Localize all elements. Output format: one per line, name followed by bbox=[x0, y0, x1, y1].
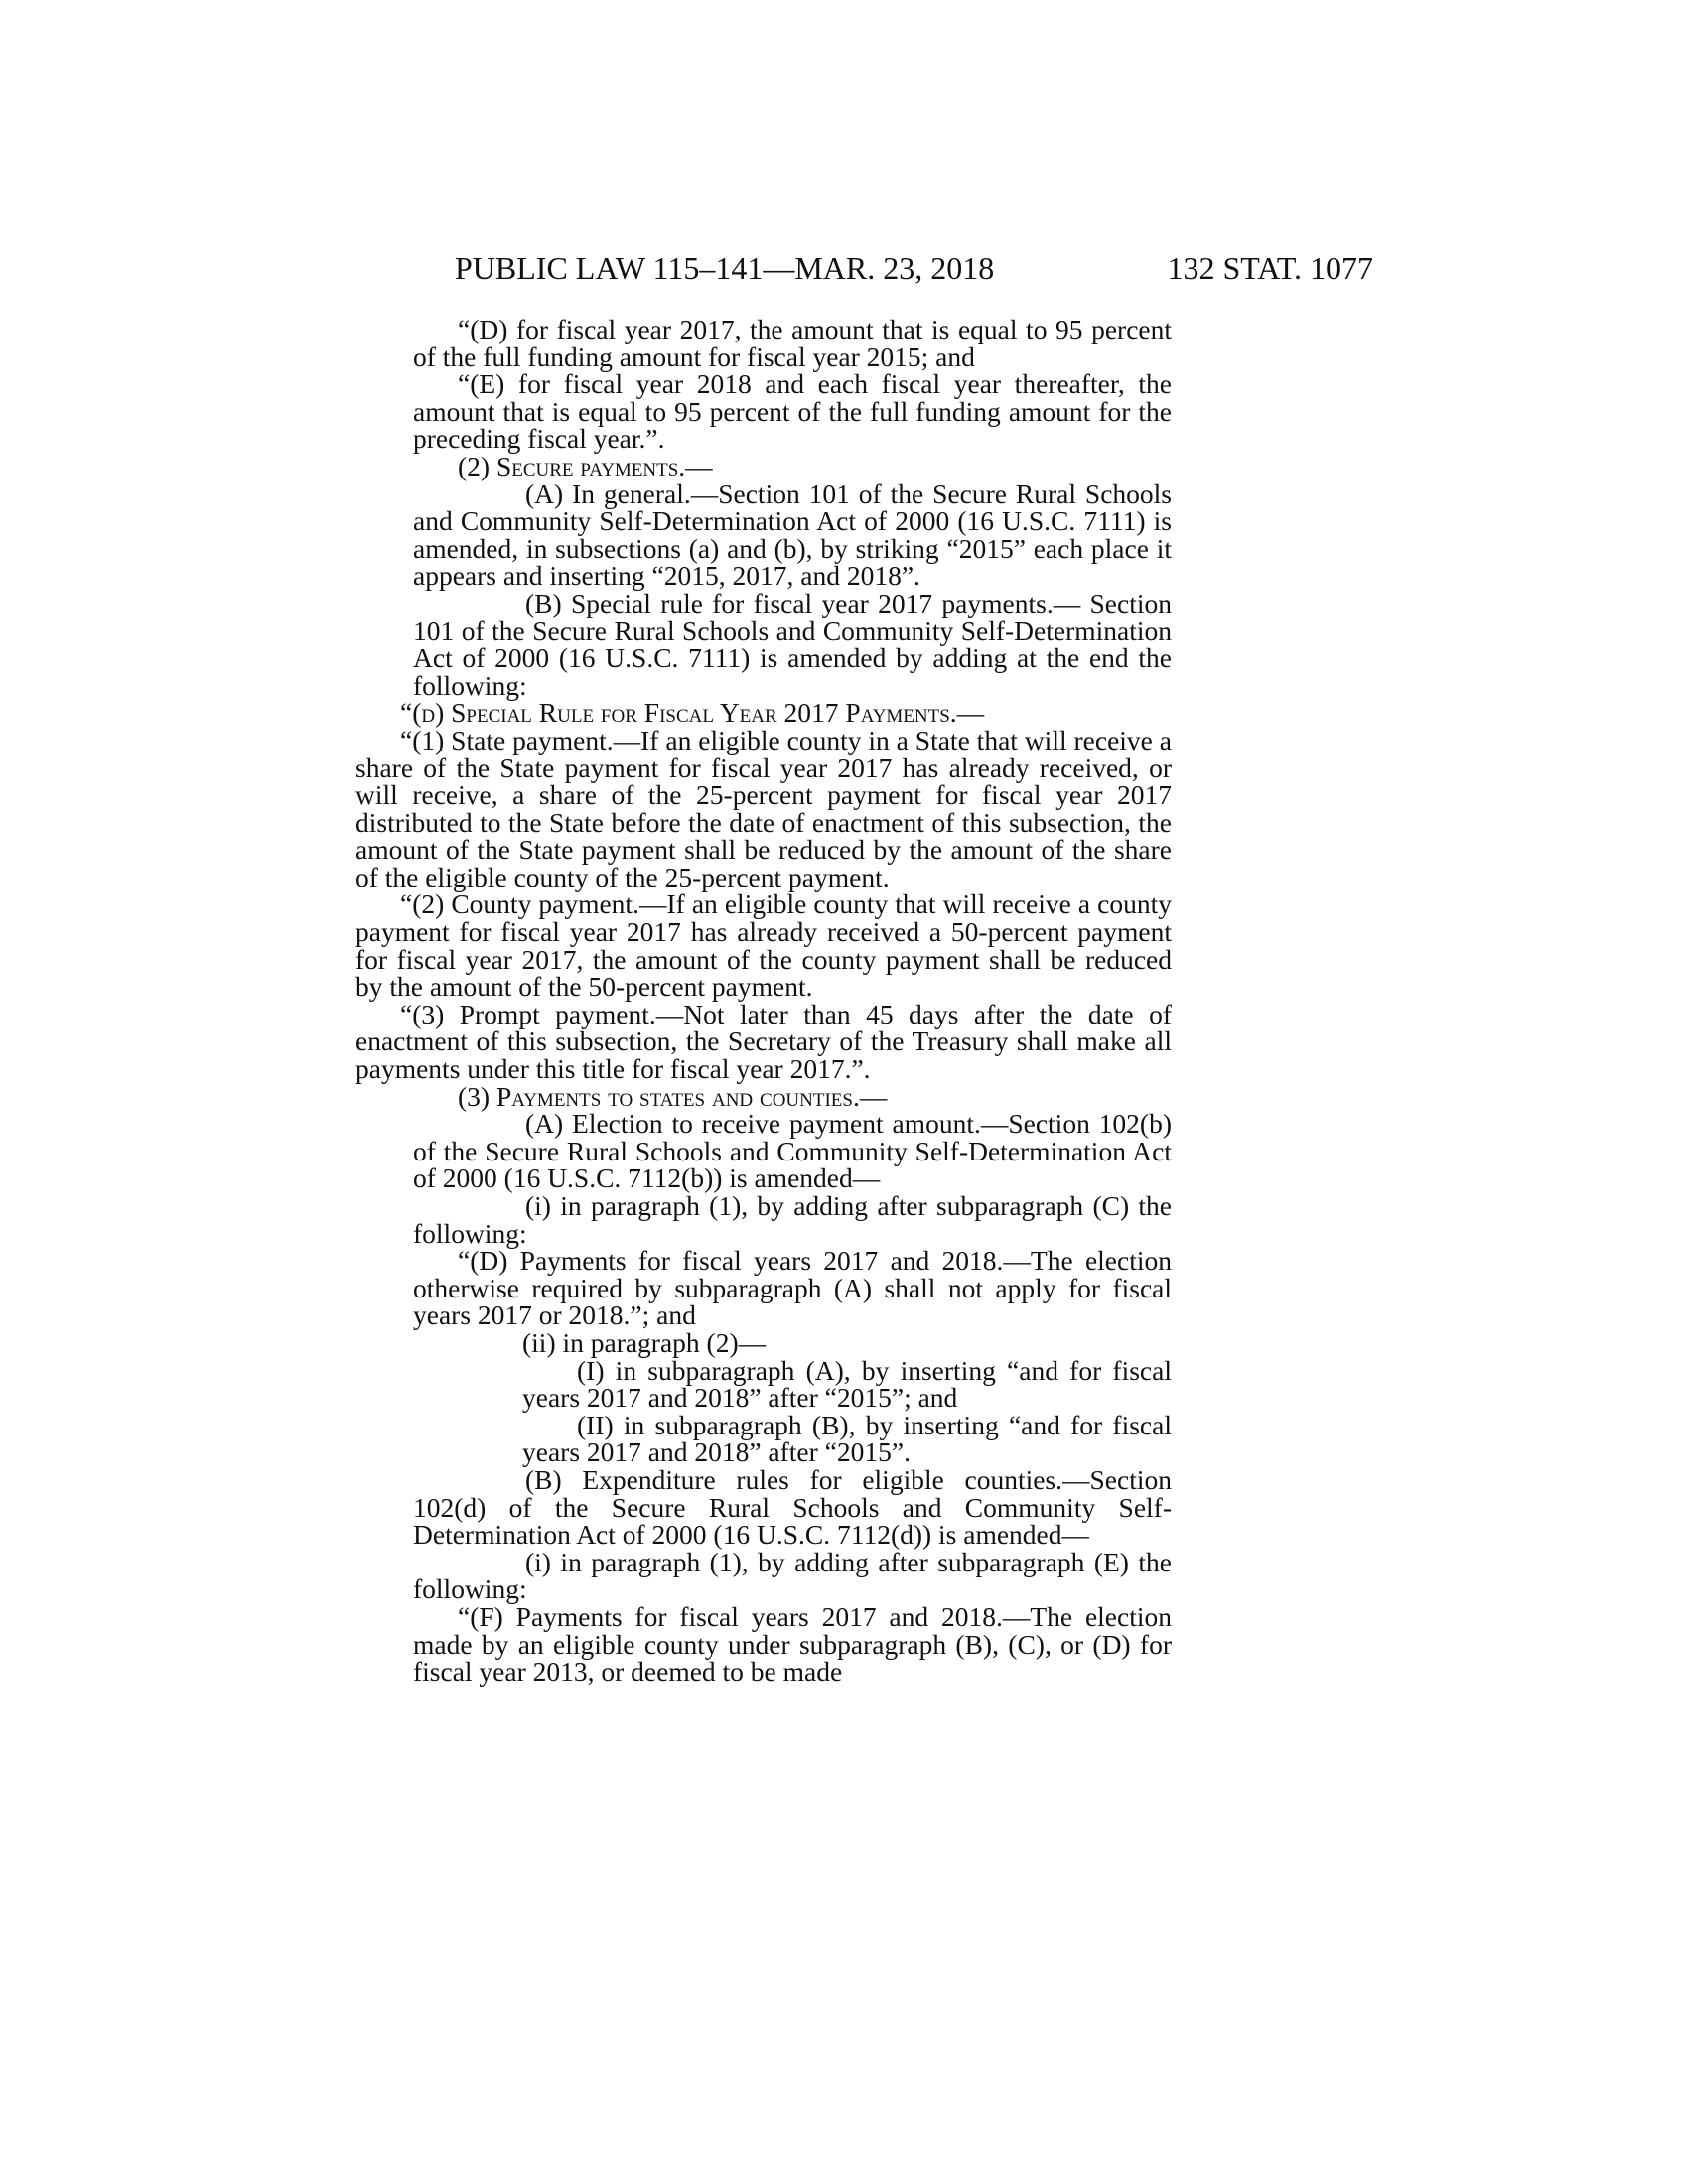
paragraph-e-fiscal-2018: “(E) for fiscal year 2018 and each fiscal year thereafter, the amount that is equal to 95 percent of the full funding amount for the preceding fiscal year.”. bbox=[413, 368, 1172, 455]
paragraph-d-fiscal-2017: “(D) for fiscal year 2017, the amount that is equal to 95 percent of the full funding amount for fiscal year 2015; and bbox=[413, 314, 1172, 372]
clause-i-paragraph-1-expenditure: (i) in paragraph (1), by adding after subparagraph (E) the following: bbox=[413, 1546, 1172, 1605]
heading-secure-payments: (2) Secure payments.— bbox=[458, 450, 713, 481]
clause-ii-paragraph-2: (ii) in paragraph (2)— bbox=[522, 1326, 767, 1358]
paragraph-county-payment: “(2) County payment.—If an eligible county that will receive a county payment for fiscal year 2017 has already received a 50-percent payment for fiscal year 2017, the amount of the county payment shall be reduced by the amount of the 50-percent payment. bbox=[355, 888, 1172, 1003]
paragraph-election-receive-payment: (A) Election to receive payment amount.—Section 102(b) of the Secure Rural Schools and Community Self-Determination Act of 2000 (16 U.S.C. 7112(b)) is amended— bbox=[413, 1108, 1172, 1194]
paragraph-state-payment: “(1) State payment.—If an eligible county in a State that will receive a share of the State payment for fiscal year 2017 has already received, or will receive, a share of the 25-percent payment for fiscal year 2017 distributed to the State before the date of enactment of this subsection, the amount of the State payment shall be reduced by the amount of the share of the eligible county of the 25-percent payment. bbox=[355, 724, 1172, 892]
heading-payments-states-counties: (3) Payments to states and counties.— bbox=[458, 1080, 888, 1112]
running-head-title: PUBLIC LAW 115–141—MAR. 23, 2018 bbox=[455, 250, 995, 286]
subclause-I: (I) in subparagraph (A), by inserting “and for fiscal years 2017 and 2018” after “2015”; and bbox=[522, 1354, 1172, 1414]
document-body bbox=[355, 316, 1172, 1686]
clause-i-paragraph-1: (i) in paragraph (1), by adding after subparagraph (C) the following: bbox=[413, 1190, 1172, 1249]
paragraph-special-rule-2017: (B) Special rule for fiscal year 2017 payments.— Section 101 of the Secure Rural Schools and Community Self-Determination Act of 2000 (16 U.S.C. 7111) is amended by adding at the end the following: bbox=[413, 587, 1172, 701]
paragraph-payments-fy-2017-2018-f: “(F) Payments for fiscal years 2017 and 2018.—The election made by an eligible county under subparagraph (B), (C), or (D) for fiscal year 2013, or deemed to be made bbox=[413, 1600, 1172, 1688]
paragraph-in-general: (A) In general.—Section 101 of the Secure Rural Schools and Community Self-Determination Act of 2000 (16 U.S.C. 7111) is amended, in subsections (a) and (b), by striking “2015” each place it appears and inserting “2015, 2017, and 2018”. bbox=[413, 478, 1172, 592]
heading-subsection-d: “(d) Special Rule for Fiscal Year 2017 Payments.— bbox=[400, 697, 985, 729]
subclause-II: (II) in subparagraph (B), by inserting “and for fiscal years 2017 and 2018” after “2015”. bbox=[522, 1409, 1172, 1468]
page-header bbox=[455, 248, 1373, 288]
paragraph-expenditure-rules: (B) Expenditure rules for eligible counties.—Section 102(d) of the Secure Rural Schools and Community Self-Determination Act of 2000 (16 U.S.C. 7112(d)) is amended— bbox=[413, 1463, 1172, 1551]
paragraph-prompt-payment: “(3) Prompt payment.—Not later than 45 days after the date of enactment of this subsection, the Secretary of the Treasury shall make all payments under this title for fiscal year 2017.”. bbox=[355, 998, 1172, 1085]
paragraph-payments-fy-2017-2018-d: “(D) Payments for fiscal years 2017 and 2018.—The election otherwise required by subparagraph (A) shall not apply for fiscal years 2017 or 2018.”; and bbox=[413, 1245, 1172, 1331]
statute-page-number: 132 STAT. 1077 bbox=[1167, 250, 1373, 286]
